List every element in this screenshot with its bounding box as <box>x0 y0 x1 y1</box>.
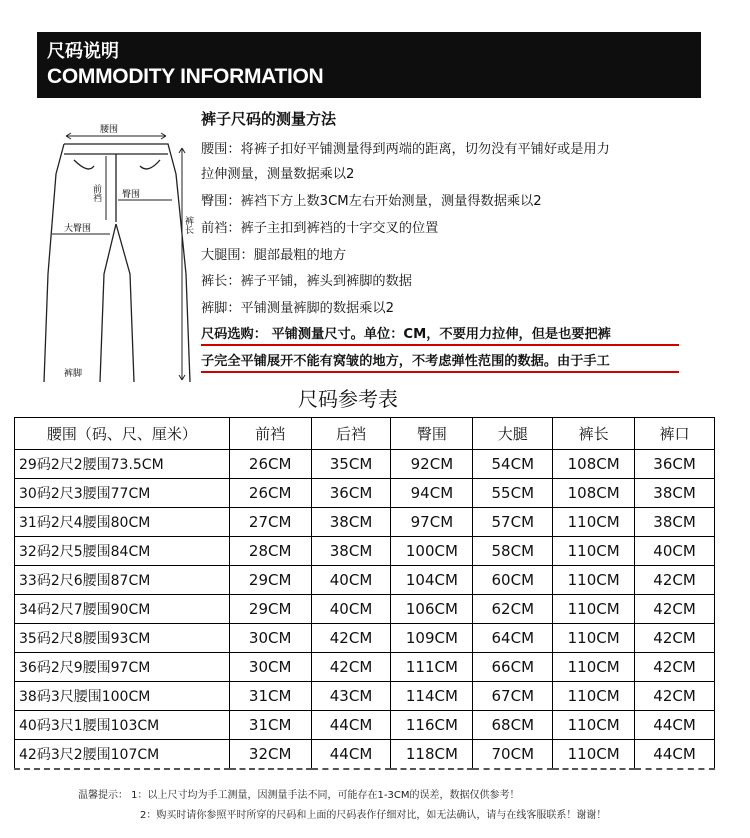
measurement-cell: 42CM <box>311 653 391 682</box>
table-row <box>15 740 715 770</box>
method-line: 大腿围：腿部最粗的地方 <box>201 248 347 263</box>
notice-underline <box>201 344 679 346</box>
diagram-label-length: 裤长 <box>183 216 193 234</box>
diagram-label-waist: 腰围 <box>100 125 119 135</box>
measurement-cell: 31CM <box>229 682 311 711</box>
measurement-cell: 68CM <box>473 711 553 740</box>
header-title-en: COMMODITY INFORMATION <box>47 65 324 88</box>
measurement-cell: 110CM <box>553 537 635 566</box>
measurement-cell: 92CM <box>391 450 473 479</box>
size-label-cell: 38码3尺腰围100CM <box>15 682 230 711</box>
measurement-cell: 26CM <box>229 479 311 508</box>
measurement-cell: 38CM <box>635 508 715 537</box>
header-title-cn: 尺码说明 <box>47 41 119 62</box>
size-table <box>14 417 715 770</box>
method-line: 臀围：裤裆下方上数3CM左右开始测量，测量得数据乘以2 <box>201 194 542 209</box>
measurement-cell: 40CM <box>635 537 715 566</box>
diagram-label-hip: 臀围 <box>122 190 141 200</box>
measurement-cell: 55CM <box>473 479 553 508</box>
measurement-cell: 54CM <box>473 450 553 479</box>
method-line: 拉伸测量，测量数据乘以2 <box>201 167 355 182</box>
measurement-cell: 100CM <box>391 537 473 566</box>
measurement-cell: 40CM <box>311 595 391 624</box>
measurement-cell: 67CM <box>473 682 553 711</box>
table-header-row <box>15 418 715 450</box>
diagram-label-hem: 裤脚 <box>64 369 83 379</box>
method-line: 前裆：裤子主扣到裤裆的十字交叉的位置 <box>201 221 439 236</box>
table-header-cell: 大腿 <box>473 418 553 450</box>
measurement-cell: 118CM <box>391 740 473 770</box>
measurement-cell: 70CM <box>473 740 553 770</box>
measurement-cell: 26CM <box>229 450 311 479</box>
measurement-cell: 116CM <box>391 711 473 740</box>
measurement-cell: 27CM <box>229 508 311 537</box>
measurement-cell: 110CM <box>553 653 635 682</box>
method-line: 裤长：裤子平铺，裤头到裤脚的数据 <box>201 274 412 289</box>
table-header-cell: 裤长 <box>553 418 635 450</box>
measurement-cell: 43CM <box>311 682 391 711</box>
sizing-notice-cont: 子完全平铺展开不能有窝皱的地方，不考虑弹性范围的数据。由于手工 <box>201 354 610 369</box>
measurement-cell: 36CM <box>635 450 715 479</box>
size-label-cell: 32码2尺5腰围84CM <box>15 537 230 566</box>
measurement-cell: 108CM <box>553 450 635 479</box>
method-line: 腰围：将裤子扣好平铺测量得到两端的距离，切勿没有平铺好或是用力 <box>201 142 610 157</box>
measurement-cell: 30CM <box>229 624 311 653</box>
measurement-cell: 57CM <box>473 508 553 537</box>
table-row <box>15 682 715 711</box>
size-label-cell: 36码2尺9腰围97CM <box>15 653 230 682</box>
method-line: 裤脚：平铺测量裤脚的数据乘以2 <box>201 301 395 316</box>
measurement-cell: 66CM <box>473 653 553 682</box>
size-label-cell: 42码3尺2腰围107CM <box>15 740 230 770</box>
measurement-cell: 44CM <box>635 740 715 770</box>
measurement-cell: 42CM <box>311 624 391 653</box>
table-row <box>15 624 715 653</box>
measurement-cell: 35CM <box>311 450 391 479</box>
measurement-cell: 44CM <box>635 711 715 740</box>
diagram-label-thigh: 大臀围 <box>64 224 92 234</box>
measurement-cell: 64CM <box>473 624 553 653</box>
measurement-cell: 42CM <box>635 682 715 711</box>
measurement-cell: 32CM <box>229 740 311 770</box>
size-table-title: 尺码参考表 <box>298 387 398 411</box>
method-title: 裤子尺码的测量方法 <box>201 110 337 128</box>
table-row <box>15 595 715 624</box>
size-label-cell: 34码2尺7腰围90CM <box>15 595 230 624</box>
measurement-cell: 28CM <box>229 537 311 566</box>
table-row <box>15 566 715 595</box>
measurement-cell: 44CM <box>311 711 391 740</box>
pants-diagram <box>36 104 196 382</box>
measurement-cell: 94CM <box>391 479 473 508</box>
measurement-cell: 38CM <box>635 479 715 508</box>
diagram-label-front-rise: 前裆 <box>91 184 101 202</box>
table-row <box>15 508 715 537</box>
measurement-cell: 110CM <box>553 508 635 537</box>
measurement-cell: 110CM <box>553 682 635 711</box>
measurement-cell: 110CM <box>553 711 635 740</box>
table-header-cell: 后裆 <box>311 418 391 450</box>
measurement-cell: 42CM <box>635 653 715 682</box>
sizing-notice: 尺码选购： 平铺测量尺寸。单位：CM，不要用力拉伸，但是也要把裤 <box>201 327 611 342</box>
measurement-cell: 42CM <box>635 624 715 653</box>
measurement-cell: 110CM <box>553 595 635 624</box>
measurement-cell: 58CM <box>473 537 553 566</box>
table-header-cell: 腰围（码、尺、厘米） <box>15 418 230 450</box>
measurement-cell: 29CM <box>229 566 311 595</box>
measurement-cell: 108CM <box>553 479 635 508</box>
measurement-cell: 44CM <box>311 740 391 770</box>
measurement-cell: 60CM <box>473 566 553 595</box>
size-label-cell: 33码2尺6腰围87CM <box>15 566 230 595</box>
table-row <box>15 537 715 566</box>
measurement-cell: 110CM <box>553 566 635 595</box>
measurement-cell: 109CM <box>391 624 473 653</box>
size-label-cell: 35码2尺8腰围93CM <box>15 624 230 653</box>
measurement-cell: 97CM <box>391 508 473 537</box>
measurement-cell: 31CM <box>229 711 311 740</box>
measurement-cell: 62CM <box>473 595 553 624</box>
table-row <box>15 711 715 740</box>
size-label-cell: 29码2尺2腰围73.5CM <box>15 450 230 479</box>
measurement-cell: 111CM <box>391 653 473 682</box>
header-banner <box>37 32 701 98</box>
measurement-cell: 42CM <box>635 566 715 595</box>
table-row <box>15 479 715 508</box>
size-label-cell: 31码2尺4腰围80CM <box>15 508 230 537</box>
notice-underline <box>201 371 679 373</box>
measurement-cell: 106CM <box>391 595 473 624</box>
measurement-cell: 42CM <box>635 595 715 624</box>
measurement-cell: 40CM <box>311 566 391 595</box>
table-row <box>15 450 715 479</box>
measurement-cell: 36CM <box>311 479 391 508</box>
measurement-cell: 38CM <box>311 537 391 566</box>
measurement-cell: 110CM <box>553 740 635 770</box>
measurement-cell: 104CM <box>391 566 473 595</box>
measurement-cell: 30CM <box>229 653 311 682</box>
table-header-cell: 前裆 <box>229 418 311 450</box>
measurement-cell: 38CM <box>311 508 391 537</box>
table-header-cell: 臀围 <box>391 418 473 450</box>
size-label-cell: 40码3尺1腰围103CM <box>15 711 230 740</box>
note-1: 温馨提示： 1：以上尺寸均为手工测量，因测量手法不同，可能存在1-3CM的误差，数据仅供参考！ <box>78 790 520 801</box>
size-label-cell: 30码2尺3腰围77CM <box>15 479 230 508</box>
measurement-cell: 110CM <box>553 624 635 653</box>
note-2: 2：购买时请你参照平时所穿的尺码和上面的尺码表作仔细对比，如无法确认，请与在线客服联系！谢谢！ <box>140 810 607 821</box>
measurement-cell: 114CM <box>391 682 473 711</box>
table-row <box>15 653 715 682</box>
table-header-cell: 裤口 <box>635 418 715 450</box>
measurement-cell: 29CM <box>229 595 311 624</box>
